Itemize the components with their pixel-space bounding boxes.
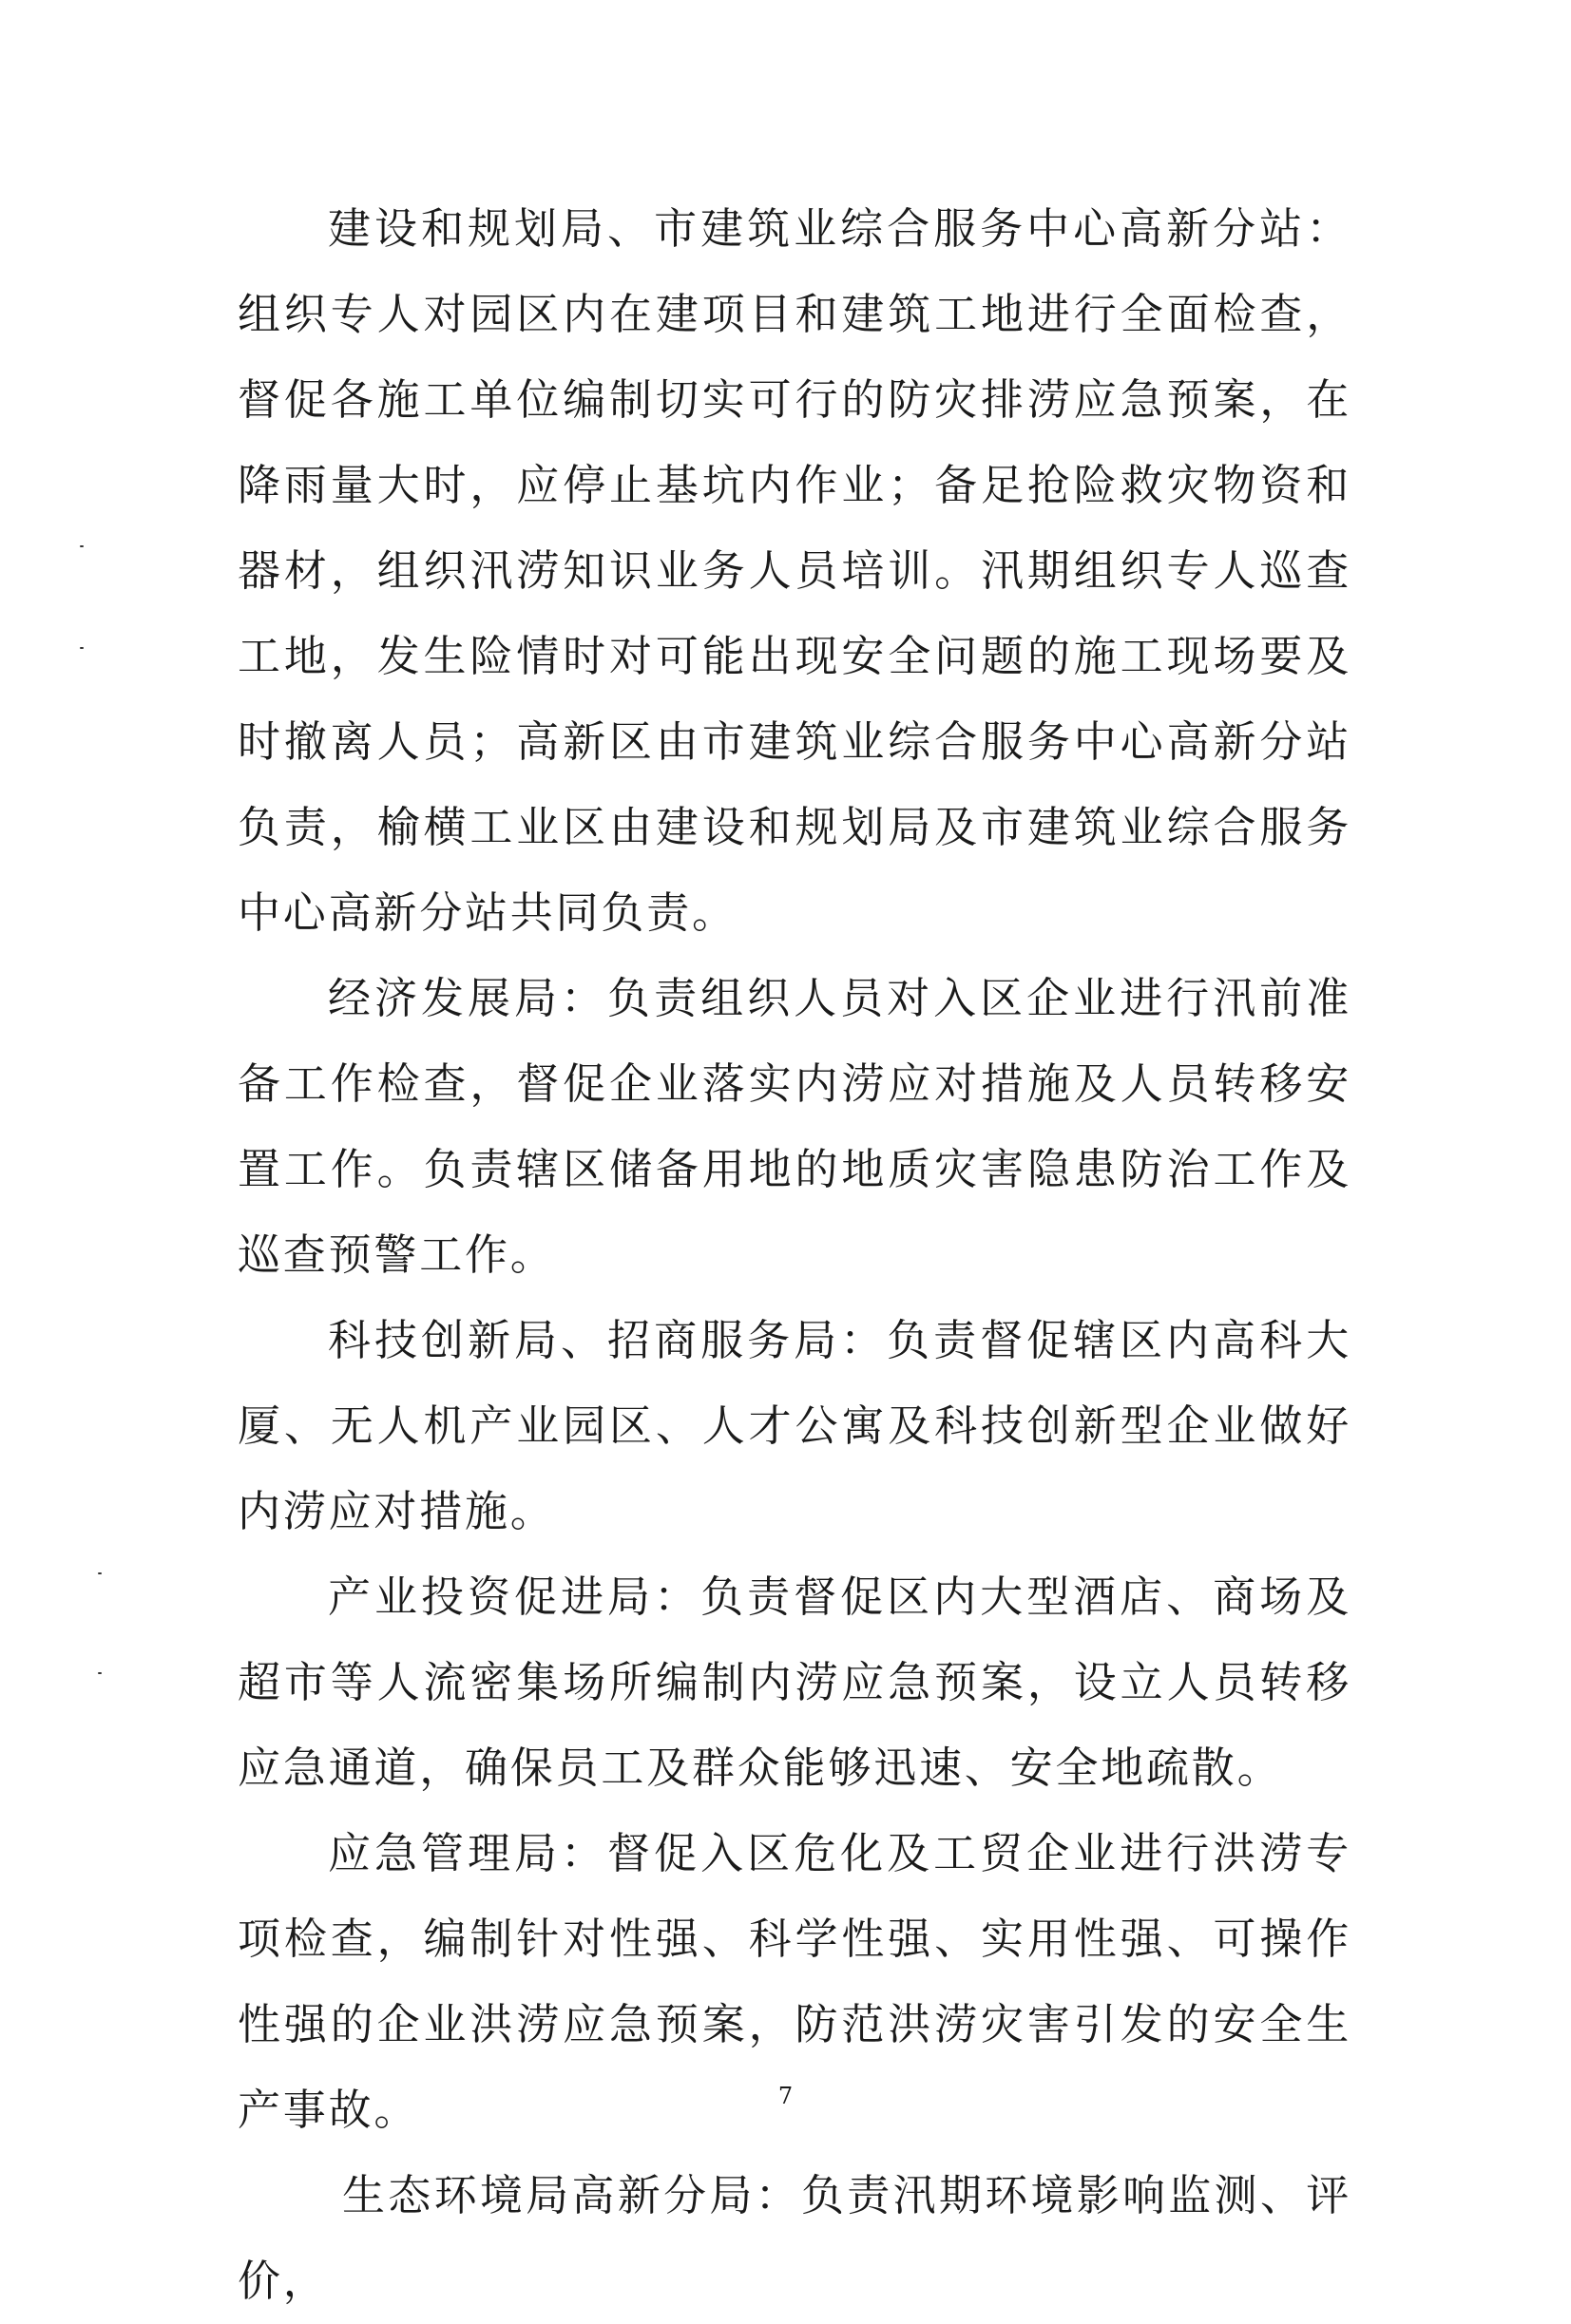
- scan-speck: [98, 1672, 102, 1674]
- paragraph-industrial-investment: 产业投资促进局：负责督促区内大型酒店、商场及超市等人流密集场所编制内涝应急预案，设立人员转移应急通道，确保员工及群众能够迅速、安全地疏散。: [238, 1572, 1351, 1793]
- paragraph-economic-development: 经济发展局：负责组织人员对入区企业进行汛前准备工作检查，督促企业落实内涝应对措施及人员转移安置工作。负责辖区储备用地的地质灾害隐患防治工作及巡查预警工作。: [238, 973, 1351, 1280]
- scan-speck: [98, 1572, 102, 1574]
- document-body: [238, 186, 1351, 2324]
- scan-speck: [80, 545, 84, 547]
- page-number: 7: [777, 2083, 794, 2109]
- scan-speck: [80, 647, 84, 649]
- paragraph-emergency-management: 应急管理局：督促入区危化及工贸企业进行洪涝专项检查，编制针对性强、科学性强、实用性强、可操作性强的企业洪涝应急预案，防范洪涝灾害引发的安全生产事故。: [238, 1828, 1351, 2135]
- paragraph-construction-planning: 建设和规划局、市建筑业综合服务中心高新分站：组织专人对园区内在建项目和建筑工地进行全面检查，督促各施工单位编制切实可行的防灾排涝应急预案，在降雨量大时，应停止基坑内作业；备足抢险救灾物资和器材，组织汛涝知识业务人员培训。汛期组织专人巡查工地，发生险情时对可能出现安全问题的施工现场要及时撤离人员；高新区由市建筑业综合服务中心高新分站负责，榆横工业区由建设和规划局及市建筑业综合服务中心高新分站共同负责。: [238, 203, 1351, 938]
- paragraph-ecological-environment: 生态环境局高新分局：负责汛期环境影响监测、评价，: [238, 2170, 1351, 2306]
- paragraph-technology-innovation: 科技创新局、招商服务局：负责督促辖区内高科大厦、无人机产业园区、人才公寓及科技创新型企业做好内涝应对措施。: [238, 1315, 1351, 1536]
